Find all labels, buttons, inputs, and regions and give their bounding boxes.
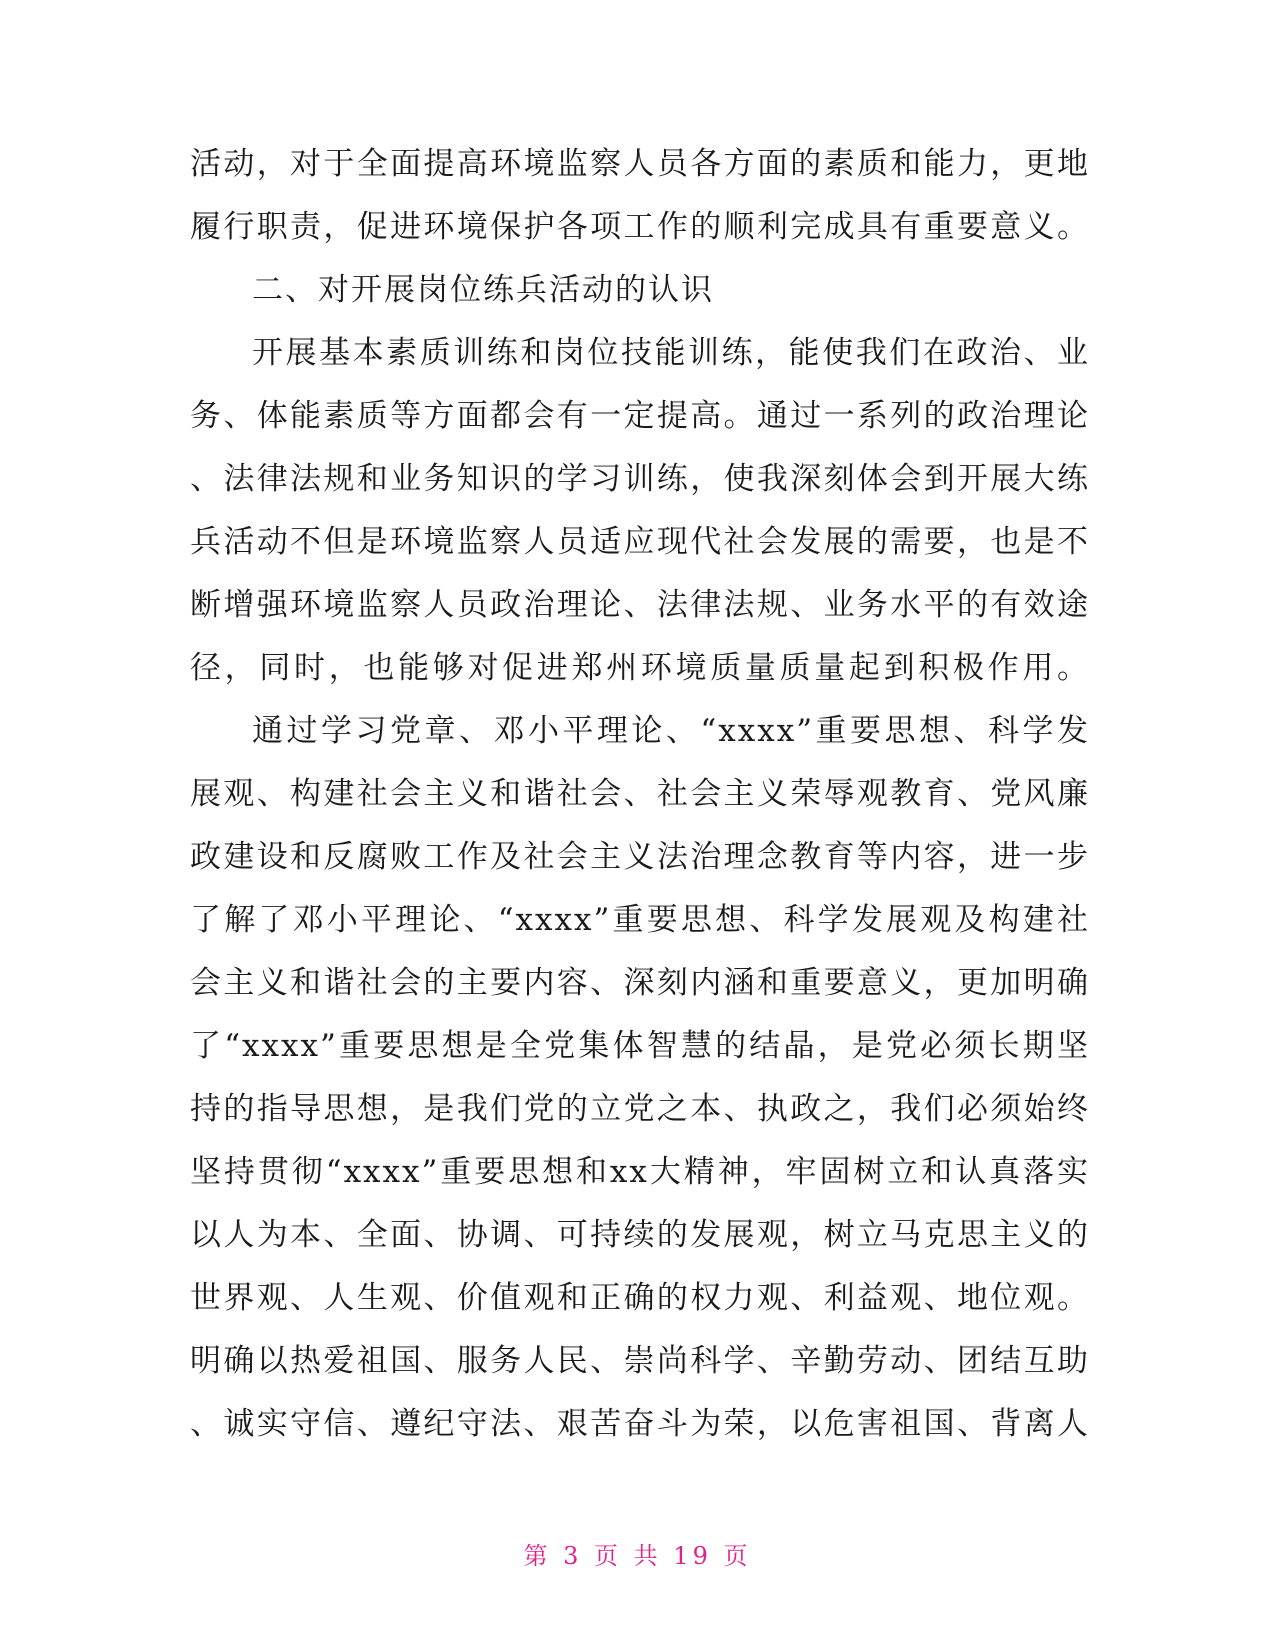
text-line: 务、体能素质等方面都会有一定提高。通过一系列的政治理论: [190, 398, 1090, 434]
section-heading: 二、对开展岗位练兵活动的认识: [252, 272, 714, 308]
text-line: 履行职责，促进环境保护各项工作的顺利完成具有重要意义。: [190, 209, 1090, 245]
text-line: 、诚实守信、遵纪守法、艰苦奋斗为荣，以危害祖国、背离人: [190, 1406, 1090, 1442]
text-line: 、法律法规和业务知识的学习训练，使我深刻体会到开展大练: [190, 461, 1090, 497]
text-line: 持的指导思想，是我们党的立党之本、执政之，我们必须始终: [190, 1091, 1090, 1127]
text-line: 以人为本、全面、协调、可持续的发展观，树立马克思主义的: [190, 1217, 1090, 1253]
page-number-footer: 第 3 页 共 19 页: [523, 1542, 752, 1570]
text-line: 径，同时，也能够对促进郑州环境质量质量起到积极作用。: [190, 650, 1090, 686]
text-line: 世界观、人生观、价值观和正确的权力观、利益观、地位观。: [190, 1280, 1090, 1316]
text-line: 了解了邓小平理论、“xxxx”重要思想、科学发展观及构建社: [190, 902, 1090, 938]
text-line: 展观、构建社会主义和谐社会、社会主义荣辱观教育、党风廉: [190, 776, 1090, 812]
text-line: 明确以热爱祖国、服务人民、崇尚科学、辛勤劳动、团结互助: [190, 1343, 1090, 1379]
text-line: 坚持贯彻“xxxx”重要思想和xx大精神，牢固树立和认真落实: [190, 1154, 1090, 1190]
text-line: 断增强环境监察人员政治理论、法律法规、业务水平的有效途: [190, 587, 1090, 623]
text-line: 活动，对于全面提高环境监察人员各方面的素质和能力，更地: [190, 146, 1090, 182]
text-line: 开展基本素质训练和岗位技能训练，能使我们在政治、业: [252, 335, 1090, 371]
text-line: 通过学习党章、邓小平理论、“xxxx”重要思想、科学发: [252, 713, 1090, 749]
text-line: 政建设和反腐败工作及社会主义法治理念教育等内容，进一步: [190, 839, 1090, 875]
text-line: 了“xxxx”重要思想是全党集体智慧的结晶，是党必须长期坚: [190, 1028, 1090, 1064]
text-line: 兵活动不但是环境监察人员适应现代社会发展的需要，也是不: [190, 524, 1090, 560]
text-line: 会主义和谐社会的主要内容、深刻内涵和重要意义，更加明确: [190, 965, 1090, 1001]
